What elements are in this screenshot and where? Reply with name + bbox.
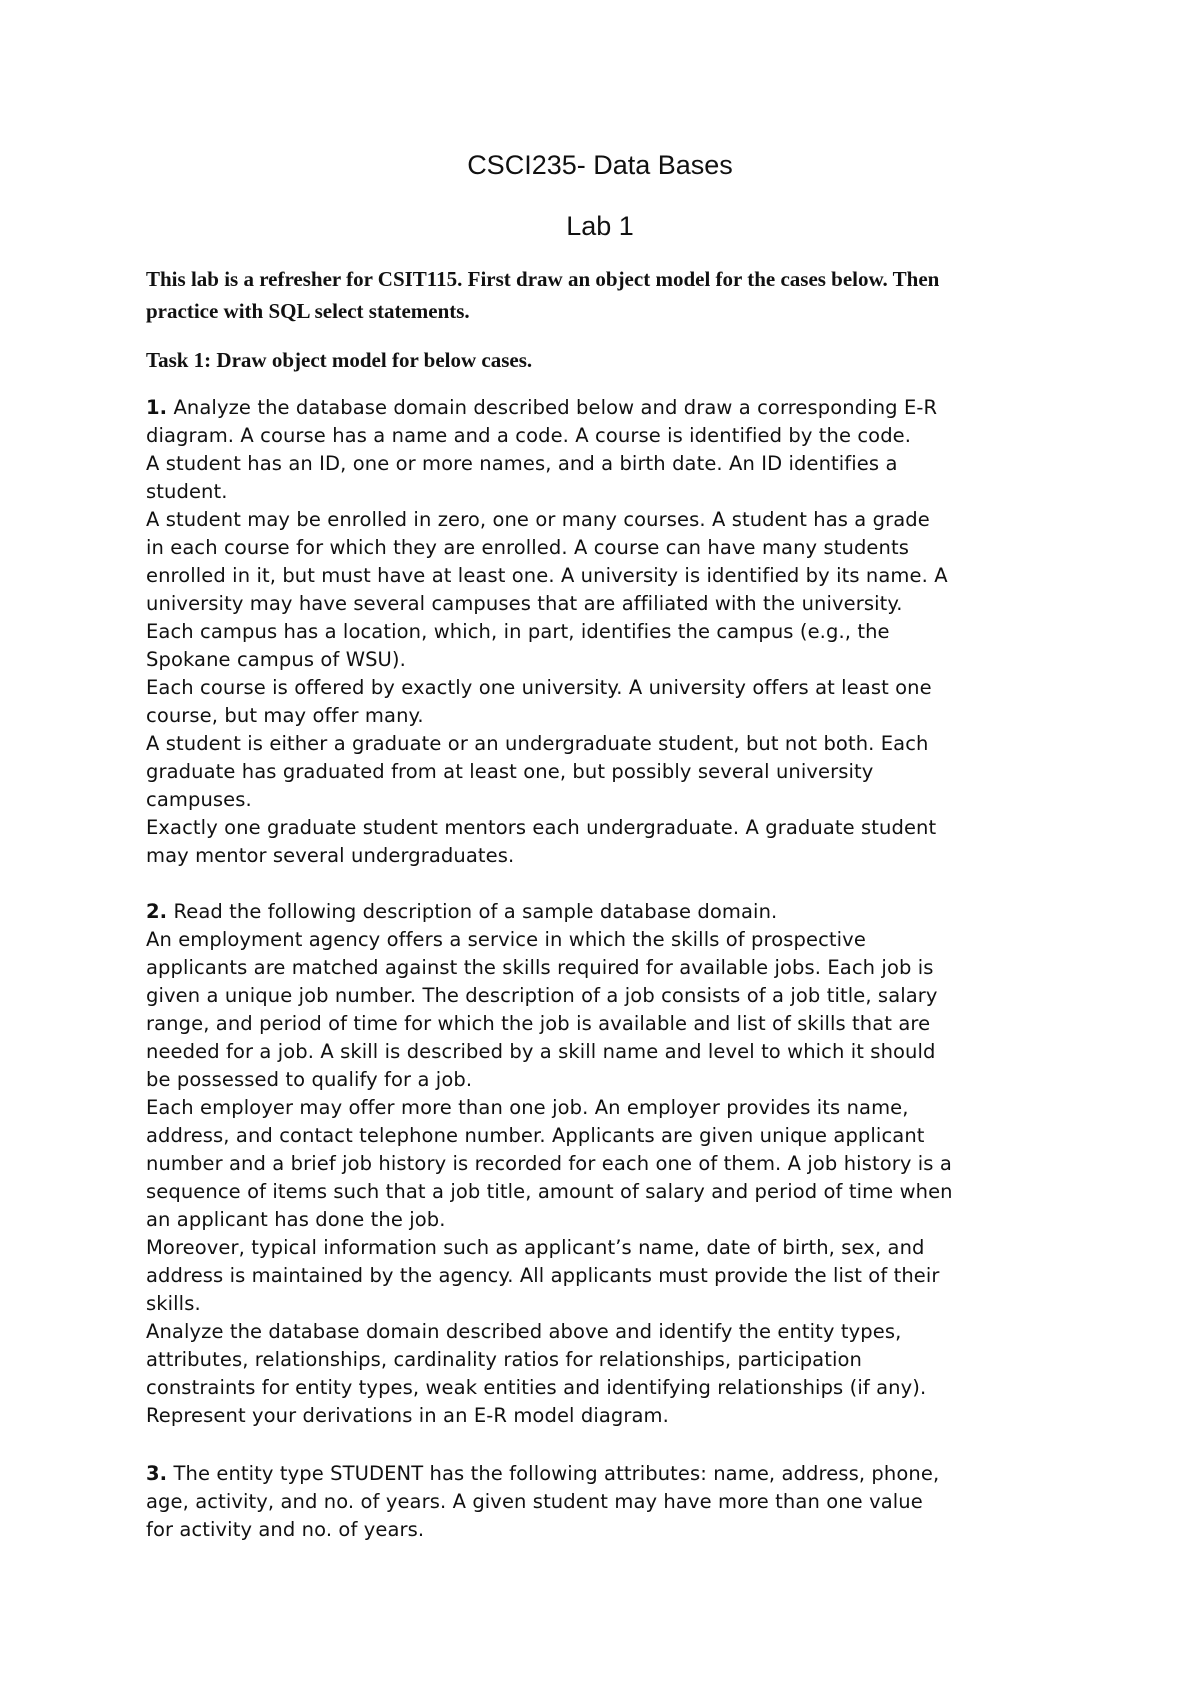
question-line: Each employer may offer more than one job. An employer provides its name,	[146, 1096, 909, 1119]
question-line: Moreover, typical information such as applicant’s name, date of birth, sex, and	[146, 1236, 925, 1259]
question-line: an applicant has done the job.	[146, 1208, 446, 1231]
question-line: diagram. A course has a name and a code. A course is identified by the code.	[146, 424, 912, 447]
question-line: Represent your derivations in an E-R model diagram.	[146, 1404, 669, 1427]
question-2	[146, 898, 1086, 1430]
intro-line: practice with SQL select statements.	[146, 299, 470, 323]
question-line: sequence of items such that a job title, amount of salary and period of time when	[146, 1180, 953, 1203]
question-text: The entity type STUDENT has the following attributes: name, address, phone,	[167, 1462, 940, 1485]
question-text: Analyze the database domain described below and draw a corresponding E-R	[167, 396, 938, 419]
question-line: address, and contact telephone number. Applicants are given unique applicant	[146, 1124, 925, 1147]
question-text: Read the following description of a sample database domain.	[167, 900, 778, 923]
question-line: applicants are matched against the skills required for available jobs. Each job is	[146, 956, 934, 979]
question-line: in each course for which they are enrolled. A course can have many students	[146, 536, 909, 559]
question-line: student.	[146, 480, 228, 503]
question-line: A student is either a graduate or an undergraduate student, but not both. Each	[146, 732, 929, 755]
question-line: constraints for entity types, weak entities and identifying relationships (if any).	[146, 1376, 927, 1399]
intro-line: This lab is a refresher for CSIT115. First draw an object model for the cases below. Then	[146, 267, 940, 291]
question-line: An employment agency offers a service in which the skills of prospective	[146, 928, 866, 951]
question-number: 3.	[146, 1462, 168, 1485]
question-number: 2.	[146, 900, 168, 923]
question-line: Analyze the database domain described above and identify the entity types,	[146, 1320, 902, 1343]
question-1	[146, 394, 1086, 870]
question-line: Spokane campus of WSU).	[146, 648, 406, 671]
intro-paragraph	[146, 263, 1066, 327]
document-title: CSCI235- Data Bases	[467, 150, 733, 180]
question-line: enrolled in it, but must have at least one. A university is identified by its name. A	[146, 564, 948, 587]
question-line	[146, 394, 1086, 422]
question-line: campuses.	[146, 788, 252, 811]
question-line: skills.	[146, 1292, 201, 1315]
question-line: Each course is offered by exactly one university. A university offers at least one	[146, 676, 932, 699]
question-line	[146, 898, 1086, 926]
question-3	[146, 1460, 1086, 1544]
question-line: for activity and no. of years.	[146, 1518, 425, 1541]
question-line	[146, 1460, 1086, 1488]
question-line: address is maintained by the agency. All applicants must provide the list of their	[146, 1264, 940, 1287]
question-line: course, but may offer many.	[146, 704, 424, 727]
question-number: 1.	[146, 396, 168, 419]
question-line: may mentor several undergraduates.	[146, 844, 515, 867]
question-line: Each campus has a location, which, in part, identifies the campus (e.g., the	[146, 620, 890, 643]
question-line: age, activity, and no. of years. A given student may have more than one value	[146, 1490, 923, 1513]
question-line: range, and period of time for which the job is available and list of skills that are	[146, 1012, 931, 1035]
question-line: needed for a job. A skill is described by a skill name and level to which it should	[146, 1040, 936, 1063]
document-subtitle: Lab 1	[566, 211, 634, 241]
question-line: attributes, relationships, cardinality ratios for relationships, participation	[146, 1348, 862, 1371]
question-line: graduate has graduated from at least one, but possibly several university	[146, 760, 874, 783]
question-line: be possessed to qualify for a job.	[146, 1068, 473, 1091]
question-line: A student may be enrolled in zero, one or many courses. A student has a grade	[146, 508, 930, 531]
question-line: Exactly one graduate student mentors each undergraduate. A graduate student	[146, 816, 937, 839]
question-line: given a unique job number. The description of a job consists of a job title, salary	[146, 984, 938, 1007]
question-line: number and a brief job history is recorded for each one of them. A job history is a	[146, 1152, 952, 1175]
question-line: university may have several campuses that are affiliated with the university.	[146, 592, 903, 615]
task-heading: Task 1: Draw object model for below cases.	[146, 348, 533, 372]
question-line: A student has an ID, one or more names, and a birth date. An ID identifies a	[146, 452, 898, 475]
